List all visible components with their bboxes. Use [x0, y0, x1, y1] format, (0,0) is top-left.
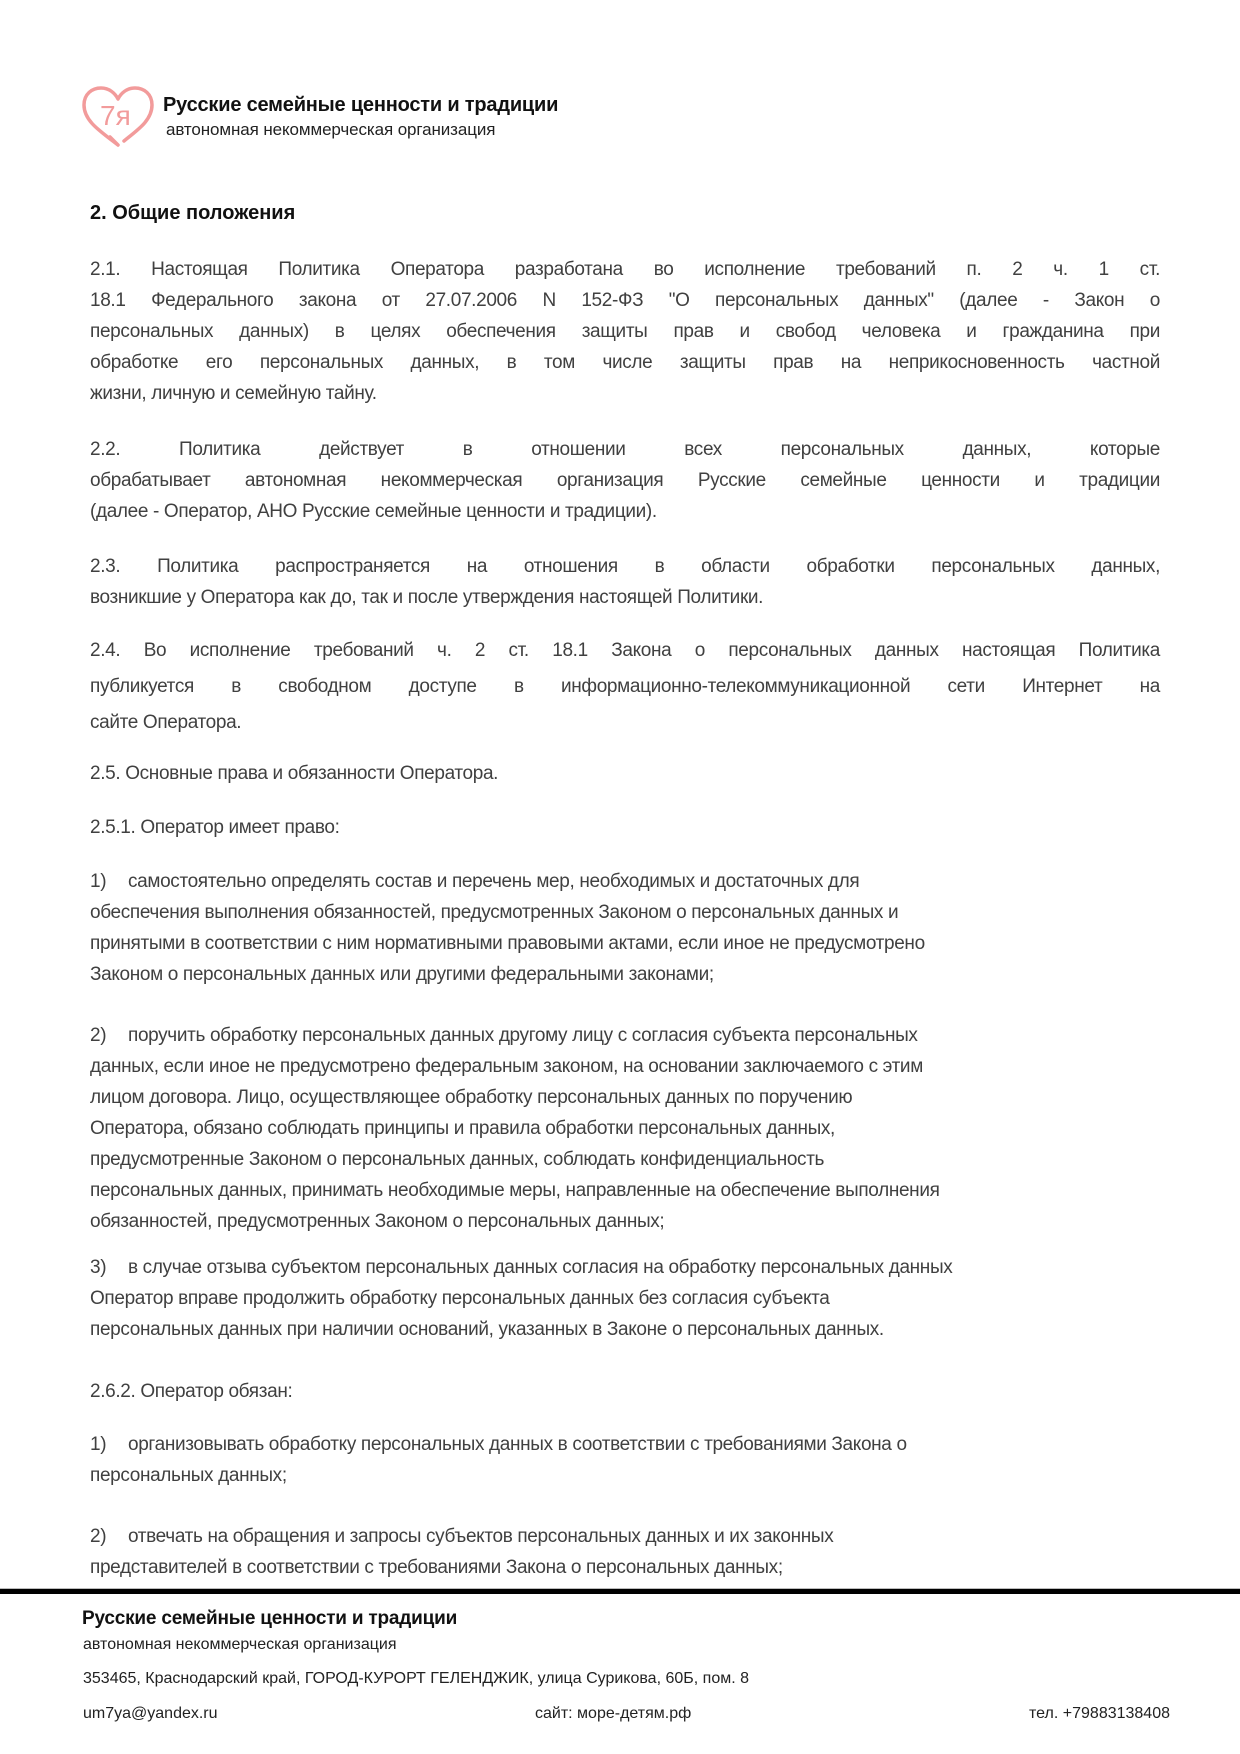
text-line: обработке его персональных данных, в том числе защиты прав на неприкосновенность частной — [90, 352, 1160, 373]
text-line: 2.1. Настоящая Политика Оператора разработана во исполнение требований п. 2 ч. 1 ст. — [90, 259, 1160, 280]
text-line: персональных данных, принимать необходимые меры, направленные на обеспечение выполнения — [90, 1180, 940, 1201]
text-line: поручить обработку персональных данных другому лицу с согласия субъекта персональных — [128, 1025, 918, 1046]
list-number: 2) — [90, 1526, 107, 1547]
text-line: 18.1 Федерального закона от 27.07.2006 N 152-ФЗ "О персональных данных" (далее - Закон о — [90, 290, 1160, 311]
text-line: сайте Оператора. — [90, 712, 242, 733]
text-line: Оператора, обязано соблюдать принципы и правила обработки персональных данных, — [90, 1118, 835, 1139]
text-line: 2.3. Политика распространяется на отношения в области обработки персональных данных, — [90, 556, 1160, 577]
text-line: обеспечения выполнения обязанностей, предусмотренных Законом о персональных данных и — [90, 902, 899, 923]
footer-divider — [0, 1588, 1240, 1594]
text-line: 2.5.1. Оператор имеет право: — [90, 817, 340, 838]
logo-text: 7я — [100, 100, 131, 131]
text-line: представителей в соответствии с требованиями Закона о персональных данных; — [90, 1557, 783, 1578]
paragraph-2-4 — [90, 633, 1160, 741]
rights-list-item-3 — [90, 1252, 1160, 1345]
footer-email-link[interactable]: um7ya@yandex.ru — [83, 1705, 218, 1722]
text-line: принятыми в соответствии с ним нормативными правовыми актами, если иное не предусмотрено — [90, 933, 925, 954]
header-org-type: автономная некоммерческая организация — [166, 120, 496, 139]
duties-list-item-2 — [90, 1521, 1160, 1583]
text-line: в случае отзыва субъектом персональных данных согласия на обработку персональных данных — [128, 1257, 953, 1278]
text-line: данных, если иное не предусмотрено федеральным законом, на основании заключаемого с этим — [90, 1056, 923, 1077]
text-line: персональных данных при наличии оснований, указанных в Законе о персональных данных. — [90, 1319, 884, 1340]
text-line: обрабатывает автономная некоммерческая организация Русские семейные ценности и традиции — [90, 470, 1160, 491]
paragraph-2-5-1 — [90, 812, 1160, 843]
paragraph-2-3 — [90, 551, 1160, 613]
text-line: возникшие у Оператора как до, так и после утверждения настоящей Политики. — [90, 587, 764, 608]
rights-list-item-1 — [90, 866, 1160, 990]
paragraph-2-2 — [90, 434, 1160, 527]
text-line: 2.4. Во исполнение требований ч. 2 ст. 18.1 Закона о персональных данных настоящая Политика — [90, 640, 1160, 661]
heart-7ya-logo-icon — [80, 85, 156, 151]
footer-org-type: автономная некоммерческая организация — [83, 1636, 397, 1653]
text-line: самостоятельно определять состав и перечень мер, необходимых и достаточных для — [128, 871, 860, 892]
rights-list-item-2 — [90, 1020, 1160, 1237]
text-line: персональных данных) в целях обеспечения защиты прав и свобод человека и гражданина при — [90, 321, 1160, 342]
paragraph-2-5 — [90, 758, 1160, 789]
duties-list-item-1 — [90, 1429, 1160, 1491]
list-number: 1) — [90, 871, 107, 892]
text-line: обязанностей, предусмотренных Законом о персональных данных; — [90, 1211, 665, 1232]
list-number: 3) — [90, 1257, 107, 1278]
text-line: организовывать обработку персональных данных в соответствии с требованиями Закона о — [128, 1434, 907, 1455]
paragraph-2-1 — [90, 254, 1160, 409]
text-line: публикуется в свободном доступе в информационно-телекоммуникационной сети Интернет на — [90, 676, 1160, 697]
list-number: 2) — [90, 1025, 107, 1046]
text-line: Законом о персональных данных или другими федеральными законами; — [90, 964, 714, 985]
list-number: 1) — [90, 1434, 107, 1455]
text-line: жизни, личную и семейную тайну. — [90, 383, 377, 404]
text-line: предусмотренные Законом о персональных данных, соблюдать конфиденциальность — [90, 1149, 825, 1170]
footer-site-link[interactable]: сайт: море-детям.рф — [535, 1705, 692, 1722]
text-line: отвечать на обращения и запросы субъектов персональных данных и их законных — [128, 1526, 834, 1547]
text-line: (далее - Оператор, АНО Русские семейные ценности и традиции). — [90, 501, 657, 522]
footer-address: 353465, Краснодарский край, ГОРОД-КУРОРТ ГЕЛЕНДЖИК, улица Сурикова, 60Б, пом. 8 — [83, 1670, 749, 1687]
text-line: 2.5. Основные права и обязанности Оператора. — [90, 763, 499, 784]
text-line: лицом договора. Лицо, осуществляющее обработку персональных данных по поручению — [90, 1087, 853, 1108]
header-org-name: Русские семейные ценности и традиции — [163, 94, 559, 116]
footer-org-name: Русские семейные ценности и традиции — [82, 1608, 458, 1629]
text-line: Оператор вправе продолжить обработку персональных данных без согласия субъекта — [90, 1288, 830, 1309]
text-line: 2.2. Политика действует в отношении всех персональных данных, которые — [90, 439, 1160, 460]
text-line: 2.6.2. Оператор обязан: — [90, 1381, 293, 1402]
paragraph-2-6-2 — [90, 1376, 1160, 1407]
footer-phone: тел. +79883138408 — [1029, 1705, 1170, 1722]
text-line: персональных данных; — [90, 1465, 287, 1486]
section-title: 2. Общие положения — [90, 202, 296, 224]
